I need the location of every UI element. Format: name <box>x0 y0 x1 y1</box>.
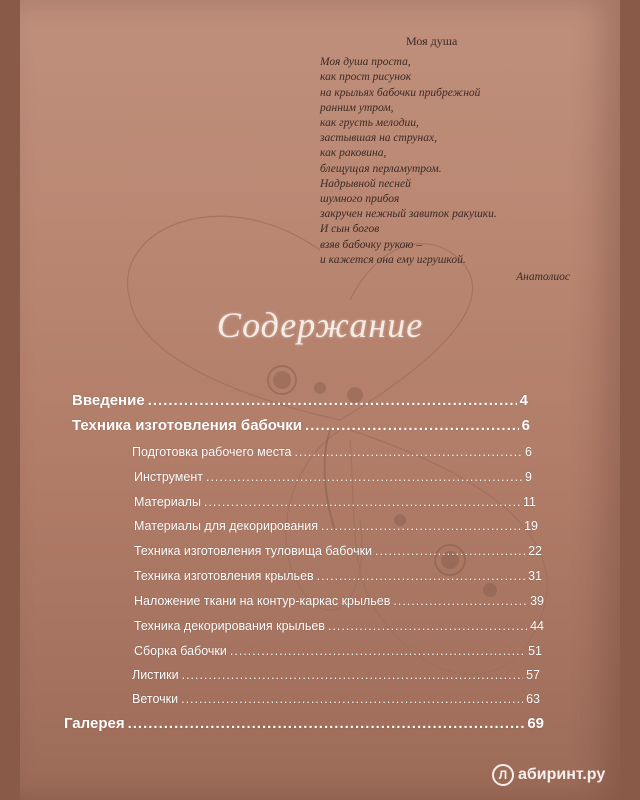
toc-entry-page: 57 <box>526 668 540 682</box>
toc-entry-page: 39 <box>530 594 544 608</box>
toc-entry-page: 19 <box>524 519 538 533</box>
toc-entry-page: 31 <box>528 569 542 583</box>
toc-leader-dots <box>317 569 525 583</box>
toc-entry[interactable] <box>134 644 542 658</box>
toc-entry[interactable] <box>72 417 530 434</box>
toc-entry-page: 22 <box>528 544 542 558</box>
poem-line: ранним утром, <box>320 101 394 114</box>
epigraph-poem <box>320 34 610 285</box>
watermark-text: абиринт.ру <box>518 766 606 783</box>
toc-entry[interactable] <box>134 495 536 509</box>
toc-entry[interactable] <box>132 692 540 706</box>
poem-line: взяв бабочку рукою – <box>320 238 423 251</box>
poem-line: как грусть мелодии, <box>320 117 419 130</box>
poem-line: И сын богов <box>320 223 380 236</box>
toc-entry[interactable] <box>72 392 528 409</box>
toc-entry-label: Наложение ткани на контур-каркас крыльев <box>134 594 391 608</box>
toc-entry[interactable] <box>132 668 540 682</box>
toc-leader-dots <box>181 692 523 706</box>
toc-entry-label: Веточки <box>132 692 179 706</box>
toc-entry[interactable] <box>134 569 542 583</box>
poem-author: Анатолиос <box>516 271 570 284</box>
toc-entry-label: Материалы для декорирования <box>134 519 318 533</box>
toc-entry-label: Галерея <box>64 715 125 732</box>
labirint-logo-icon: Л <box>492 764 514 786</box>
poem-line: застывшая на струнах, <box>320 132 437 145</box>
toc-entry[interactable] <box>132 445 532 459</box>
poem-line: как прост рисунок <box>320 71 412 84</box>
toc-entry-label: Подготовка рабочего места <box>132 445 292 459</box>
toc-leader-dots <box>393 594 527 608</box>
toc-entry[interactable] <box>134 619 544 633</box>
toc-entry[interactable] <box>134 544 542 558</box>
toc-leader-dots <box>204 495 520 509</box>
toc-entry-page: 4 <box>519 392 528 409</box>
toc-entry[interactable] <box>134 470 532 484</box>
toc-leader-dots <box>230 644 525 658</box>
toc-entry-label: Листики <box>132 668 179 682</box>
poem-line: Надрывной песней <box>320 177 411 190</box>
toc-entry-label: Техника изготовления бабочки <box>72 417 303 434</box>
toc-entry-label: Инструмент <box>134 470 203 484</box>
book-page <box>20 0 620 800</box>
toc-leader-dots <box>305 417 519 434</box>
toc-entry[interactable] <box>134 594 544 608</box>
toc-entry[interactable] <box>134 519 538 533</box>
toc-entry-page: 9 <box>525 470 532 484</box>
toc-leader-dots <box>182 668 523 682</box>
toc-leader-dots <box>328 619 527 633</box>
toc-entry-page: 69 <box>527 715 544 732</box>
toc-entry-page: 44 <box>530 619 544 633</box>
toc-entry-label: Введение <box>72 392 145 409</box>
toc-entry-label: Техника декорирования крыльев <box>134 619 325 633</box>
toc-entry-label: Сборка бабочки <box>134 644 227 658</box>
poem-line: и кажется она ему игрушкой. <box>320 253 466 266</box>
toc-leader-dots <box>206 470 522 484</box>
toc-entry[interactable] <box>64 715 544 732</box>
toc-entry-label: Техника изготовления туловища бабочки <box>134 544 373 558</box>
poem-line: блещущая перламутром. <box>320 162 442 175</box>
toc-leader-dots <box>128 715 525 732</box>
poem-line: шумного прибоя <box>320 193 400 206</box>
poem-title: Моя душа <box>406 34 458 48</box>
toc-entry-page: 51 <box>528 644 542 658</box>
poem-line: Моя душа проста, <box>320 56 411 69</box>
toc-leader-dots <box>295 445 523 459</box>
toc-entry-page: 6 <box>525 445 532 459</box>
poem-line: на крыльях бабочки прибрежной <box>320 86 481 99</box>
toc-entry-page: 63 <box>526 692 540 706</box>
toc-entry-label: Техника изготовления крыльев <box>134 569 314 583</box>
toc-leader-dots <box>321 519 521 533</box>
toc-entry-page: 11 <box>523 495 536 509</box>
poem-line: закручен нежный завиток ракушки. <box>320 208 497 221</box>
poem-line: как раковина, <box>320 147 387 160</box>
toc-entry-label: Материалы <box>134 495 201 509</box>
toc-leader-dots <box>375 544 525 558</box>
site-watermark <box>492 764 605 786</box>
toc-leader-dots <box>148 392 517 409</box>
toc-entry-page: 6 <box>521 417 530 434</box>
toc-heading: Содержание <box>216 305 424 345</box>
